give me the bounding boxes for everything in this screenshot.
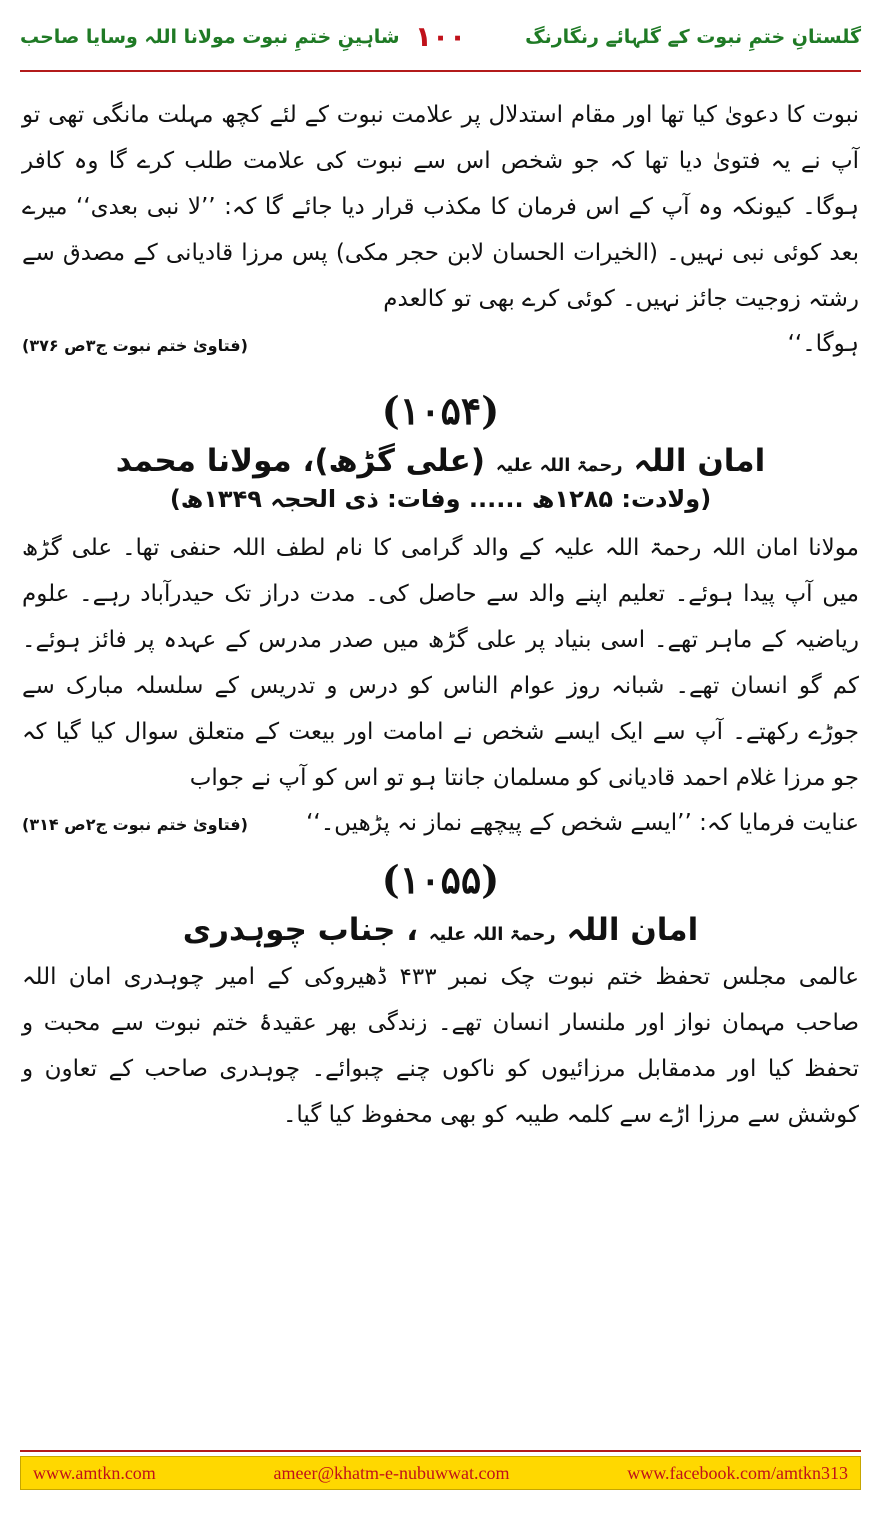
entry-1054-name-rest: (علی گڑھ)، مولانا محمد — [115, 443, 486, 479]
entry-1054-honorific: رحمۃ اللہ علیہ — [495, 455, 623, 476]
entry-1055-number: (۱۰۵۵) — [381, 857, 500, 902]
footer-website-link[interactable]: www.amtkn.com — [33, 1462, 156, 1483]
footer-email-link[interactable]: ameer@khatm-e-nubuwwat.com — [273, 1462, 510, 1483]
entry-1054-number: (۱۰۵۴) — [381, 388, 500, 433]
intro-reference-line — [22, 322, 859, 368]
entry-1055-paragraph: عالمی مجلس تحفظ ختم نبوت چک نمبر ۴۳۳ ڈھیروکی کے امیر چوہدری امان اللہ صاحب مہمان نواز اور ملنسار انسان تھے۔ زندگی بھر عقیدۂ ختم نبوت سے محبت و تحفظ کیا اور مدمقابل مرزائیوں کو ناکوں چنے چبوائے۔ چوہدری صاحب کے تعاون و کوشش سے مرزا اڑے سے کلمہ طیبہ کو بھی محفوظ کیا گیا۔ — [22, 964, 860, 1128]
intro-reference: (فتاویٰ ختم نبوت ج۳ص ۳۷۶) — [22, 336, 248, 355]
entry-1054-title — [22, 443, 859, 479]
book-title: گلستانِ ختمِ نبوت کے گلہائے رنگارنگ — [525, 26, 861, 48]
header-divider — [20, 70, 861, 72]
entry-1055-honorific: رحمۃ اللہ علیہ — [428, 924, 556, 945]
entry-1055-name: امان اللہ — [566, 912, 699, 948]
intro-paragraph: نبوت کا دعویٰ کیا تھا اور مقام استدلال پر علامت نبوت کے لئے کچھ مہلت مانگی تھی تو آپ نے یہ فتویٰ دیا تھا کہ جو شخص اس سے نبوت کی علامت طلب کرے گا وہ کافر ہوگا۔ کیونکہ وہ آپ کے اس فرمان کا مکذب قرار دیا جائے گا کہ: ’’لا نبی بعدی‘‘ میرے بعد کوئی نبی نہیں۔ (الخیرات الحسان لابن حجر مکی) پس مرزا قادیانی کے مصدق سے رشتہ زوجیت جائز نہیں۔ کوئی کرے بھی تو کالعدم — [22, 102, 859, 312]
page-content — [22, 92, 859, 1138]
page-header — [20, 20, 861, 70]
entry-1054-reference: (فتاویٰ ختم نبوت ج۲ص ۳۱۴) — [22, 815, 248, 834]
entry-1054-dates: (ولادت: ۱۲۸۵ھ ...... وفات: ذی الحجہ ۱۳۴۹ھ) — [169, 485, 712, 513]
footer-facebook-link[interactable]: www.facebook.com/amtkn313 — [627, 1462, 848, 1483]
page-footer — [20, 1456, 861, 1490]
entry-1055-name-rest: ، جناب چوہدری — [182, 912, 419, 948]
entry-1055-title — [22, 912, 859, 948]
intro-last-line: ہوگا۔‘‘ — [787, 331, 859, 357]
author-name: شاہینِ ختمِ نبوت مولانا اللہ وسایا صاحب — [20, 26, 400, 48]
entry-1054-name: امان اللہ — [633, 443, 766, 479]
entry-1054-reference-line — [22, 801, 859, 847]
footer-divider — [20, 1450, 861, 1452]
entry-1054-paragraph: مولانا امان اللہ رحمۃ اللہ علیہ کے والد گرامی کا نام لطف اللہ حنفی تھا۔ علی گڑھ میں آپ پیدا ہوئے۔ تعلیم اپنے والد سے حاصل کی۔ مدت دراز تک حیدرآباد رہے۔ علوم ریاضیہ کے ماہر تھے۔ اسی بنیاد پر علی گڑھ میں صدر مدرس کے عہدہ پر فائز ہوئے۔ کم گو انسان تھے۔ شبانہ روز عوام الناس کو درس و تدریس کے سلسلہ مبارک سے جوڑے رکھتے۔ آپ سے ایک ایسے شخص نے امامت اور بیعت کے متعلق سوال کیا گیا کہ جو مرزا غلام احمد قادیانی کو مسلمان جانتا ہو تو اس کو آپ نے جواب — [22, 535, 859, 791]
entry-1054-last-line: عنایت فرمایا کہ: ’’ایسے شخص کے پیچھے نماز نہ پڑھیں۔‘‘ — [306, 810, 859, 836]
page-number: ۱۰۰ — [414, 20, 467, 53]
